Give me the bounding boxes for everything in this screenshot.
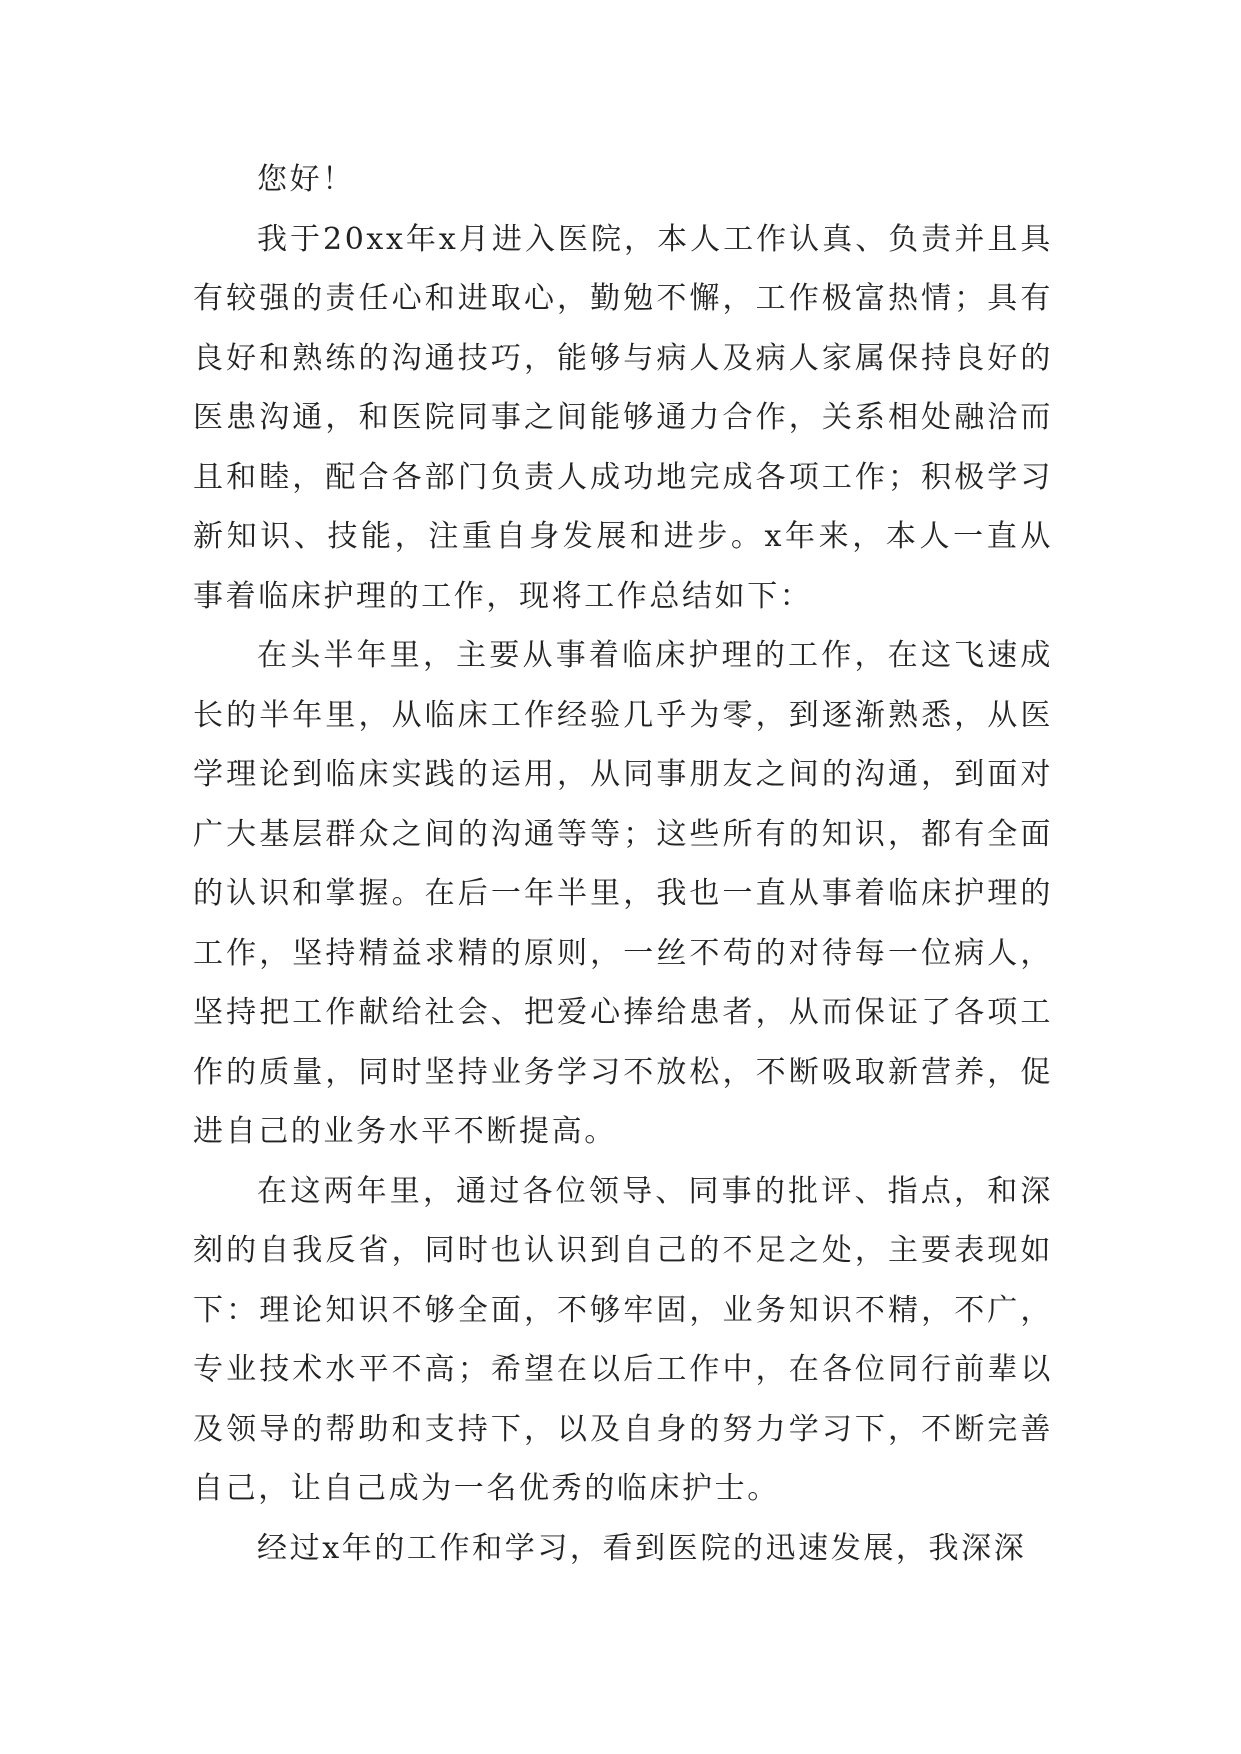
- paragraph-conclusion-start: 经过x年的工作和学习，看到医院的迅速发展，我深深: [257, 1530, 1027, 1566]
- paragraph-intro: 我于20xx年x月进入医院，本人工作认真、负责并且具有较强的责任心和进取心，勤勉不懈，工作极富热情；具有良好和熟练的沟通技巧，能够与病人及病人家属保持良好的医患沟通，和医院同事之间能够通力合作，关系相处融洽而且和睦，配合各部门负责人成功地完成各项工作；积极学习新知识、技能，注重自身发展和进步。x年来，本人一直从事着临床护理的工作，现将工作总结如下：: [193, 221, 1053, 614]
- document-body: [193, 150, 1053, 1578]
- paragraph-first-half-year: 在头半年里，主要从事着临床护理的工作，在这飞速成长的半年里，从临床工作经验几乎为零，到逐渐熟悉，从医学理论到临床实践的运用，从同事朋友之间的沟通，到面对广大基层群众之间的沟通等等；这些所有的知识，都有全面的认识和掌握。在后一年半里，我也一直从事着临床护理的工作，坚持精益求精的原则，一丝不苟的对待每一位病人，坚持把工作献给社会、把爱心捧给患者，从而保证了各项工作的质量，同时坚持业务学习不放松，不断吸取新营养，促进自己的业务水平不断提高。: [193, 638, 1053, 1149]
- paragraph-shortcomings: 在这两年里，通过各位领导、同事的批评、指点，和深刻的自我反省，同时也认识到自己的不足之处，主要表现如下：理论知识不够全面，不够牢固，业务知识不精，不广，专业技术水平不高；希望在以后工作中，在各位同行前辈以及领导的帮助和支持下，以及自身的努力学习下，不断完善自己，让自己成为一名优秀的临床护士。: [193, 1173, 1053, 1506]
- greeting-line: 您好！: [257, 162, 355, 197]
